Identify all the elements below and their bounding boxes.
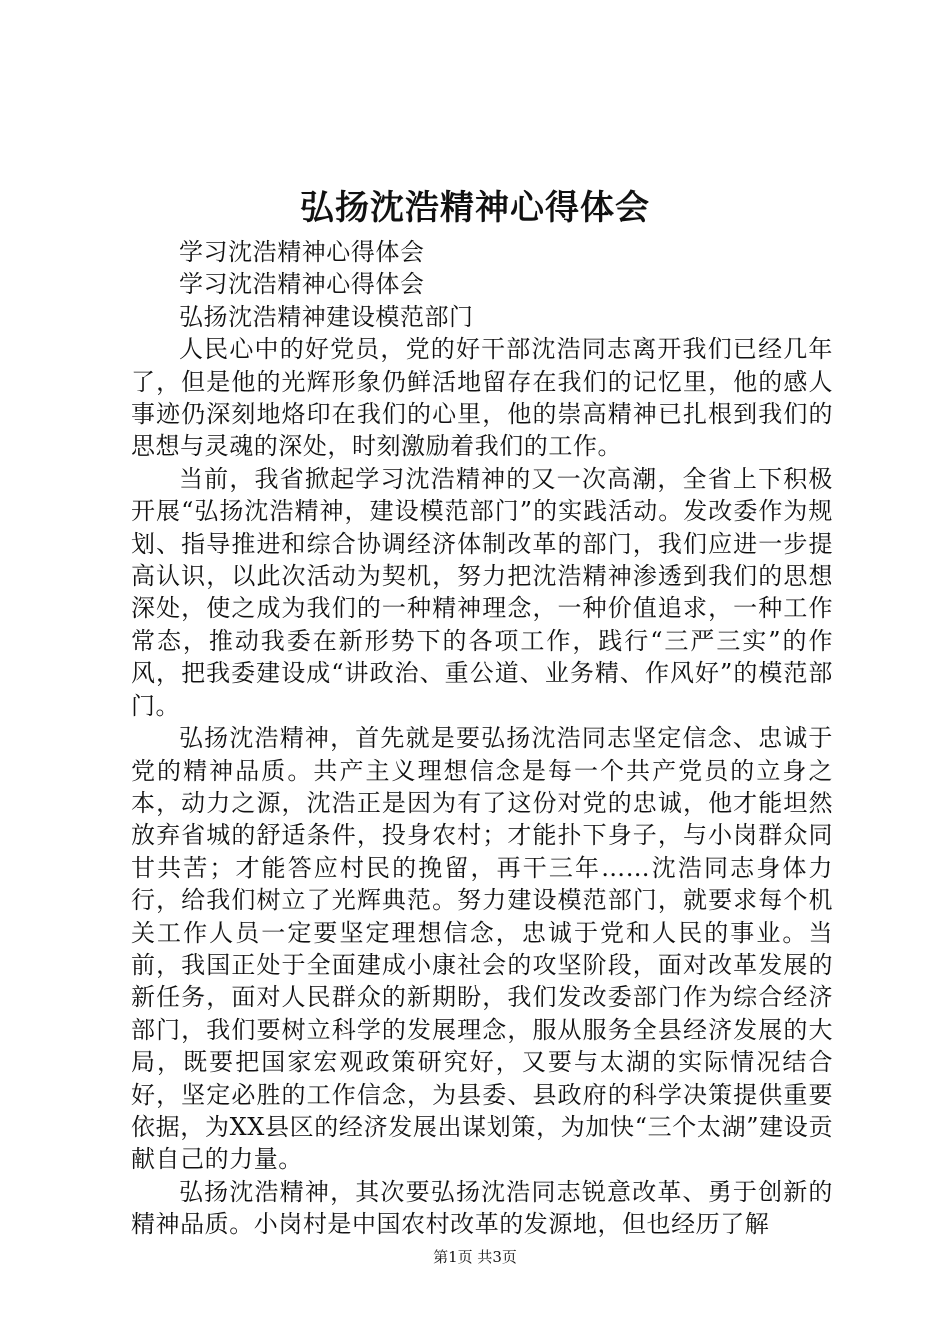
subheading: 弘扬沈浩精神建设模范部门: [179, 302, 474, 331]
subheading: 学习沈浩精神心得体会: [179, 238, 425, 266]
subheading: 学习沈浩精神心得体会: [179, 270, 425, 299]
body-paragraph: 弘扬沈浩精神，其次要弘扬沈浩同志锐意改革、勇于创新的精神品质。小岗村是中国农村改革的发源地，但也经历了解: [131, 1177, 833, 1239]
document-body: [131, 236, 833, 1241]
body-paragraph: 弘扬沈浩精神，首先就是要弘扬沈浩同志坚定信念、忠诚于党的精神品质。共产主义理想信念是每一个共产党员的立身之本，动力之源，沈浩正是因为有了这份对党的忠诚，他才能坦然放弃省城的舒适条件，投身农村；才能扑下身子，与小岗群众同甘共苦；才能答应村民的挽留，再干三年……沈浩同志身体力行，给我们树立了光辉典范。努力建设模范部门，就要求每个机关工作人员一定要坚定理想信念，忠诚于党和人民的事业。当前，我国正处于全面建成小康社会的攻坚阶段，面对改革发展的新任务，面对人民群众的新期盼，我们发改委部门作为综合经济部门，我们要树立科学的发展理念，服从服务全县经济发展的大局，既要把国家宏观政策研究好，又要与太湖的实际情况结合好，坚定必胜的工作信念，为县委、县政府的科学决策提供重要依据，为XX县区的经济发展出谋划策，为加快“三个太湖”建设贡献自己的力量。: [131, 724, 833, 1174]
body-paragraph: 当前，我省掀起学习沈浩精神的又一次高潮，全省上下积极开展“弘扬沈浩精神，建设模范部门”的实践活动。发改委作为规划、指导推进和综合协调经济体制改革的部门，我们应进一步提高认识，以此次活动为契机，努力把沈浩精神渗透到我们的思想深处，使之成为我们的一种精神理念，一种价值追求，一种工作常态，推动我委在新形势下的各项工作，践行“三严三实”的作风，把我委建设成“讲政治、重公道、业务精、作风好”的模范部门。: [131, 464, 833, 720]
document-title: 弘扬沈浩精神心得体会: [300, 188, 650, 228]
body-paragraph: 人民心中的好党员，党的好干部沈浩同志离开我们已经几年了，但是他的光辉形象仍鲜活地留存在我们的记忆里，他的感人事迹仍深刻地烙印在我们的心里，他的崇高精神已扎根到我们的思想与灵魂的深处，时刻激励着我们的工作。: [131, 335, 833, 461]
page-footer: 第1页 共3页: [433, 1248, 517, 1266]
